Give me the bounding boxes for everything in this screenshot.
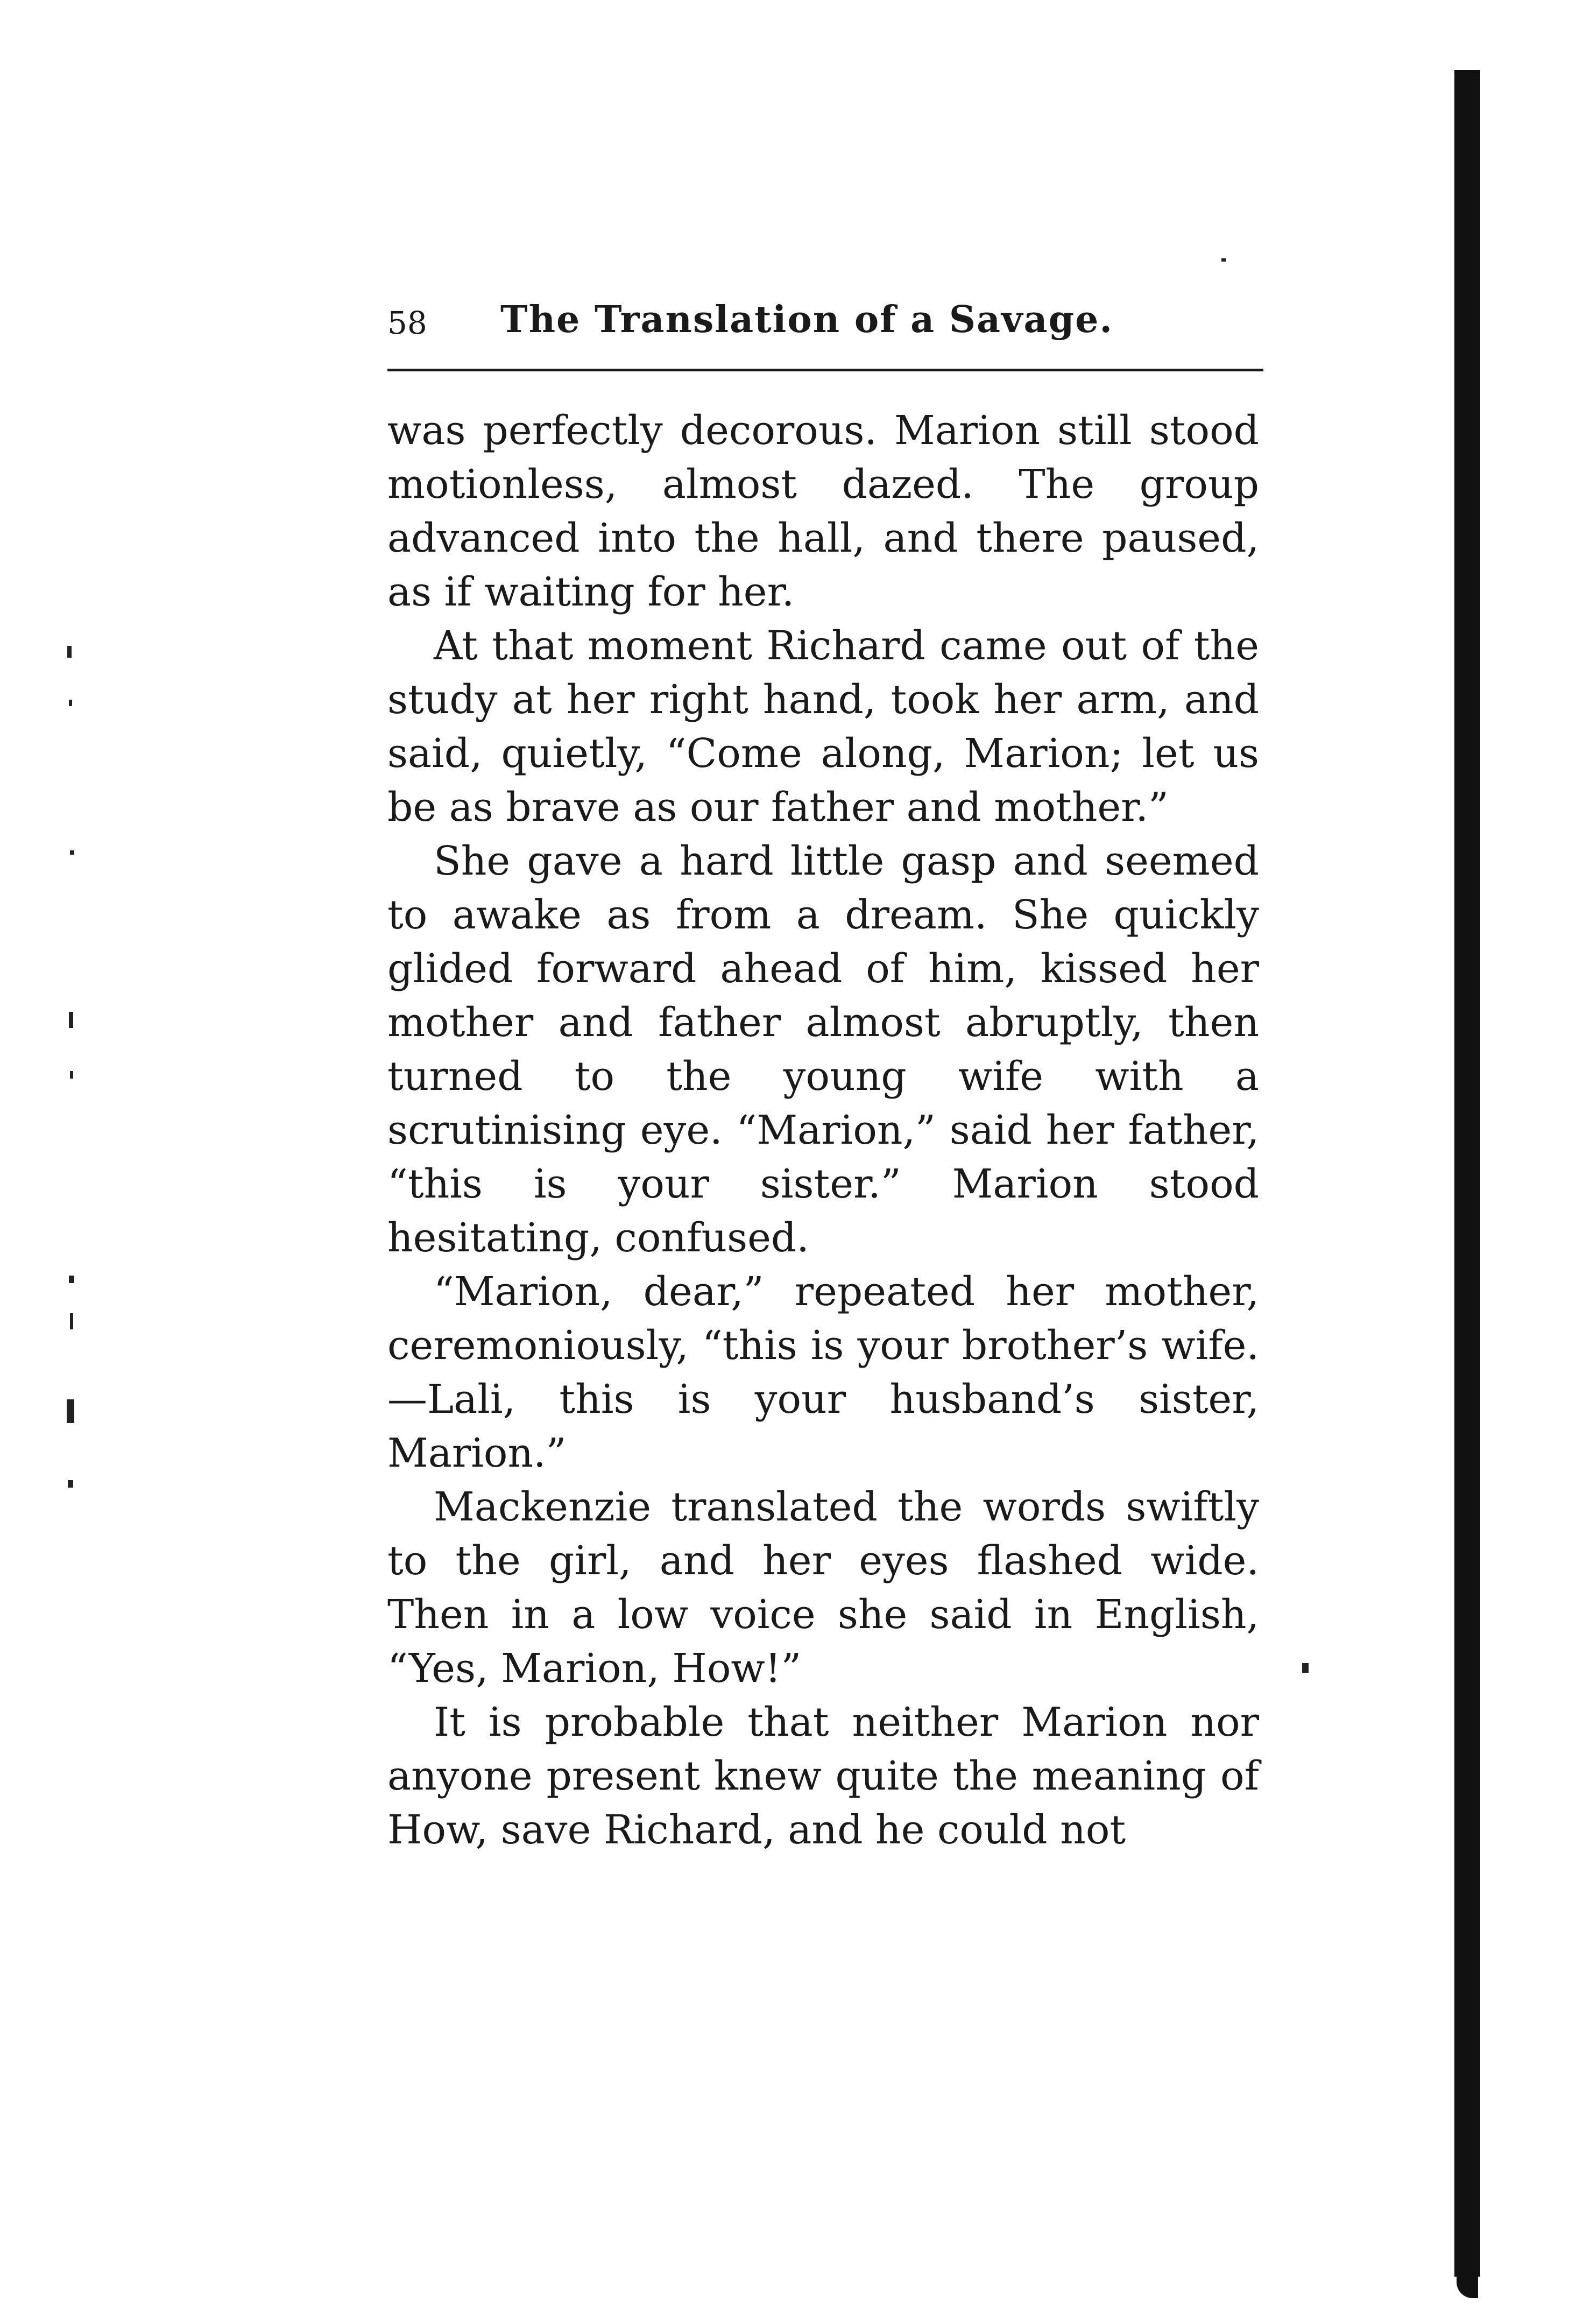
paragraph: “Marion, dear,” repeated her mother, ceremoniously, “this is your brother’s wife.—Lali, this is your husband’s sister, Marion.” [387, 1269, 1259, 1476]
scan-speck [67, 1399, 74, 1423]
scan-speck [70, 1313, 73, 1329]
paragraph: Mackenzie translated the words swiftly to the girl, and her eyes flashed wide. Then in a low voice she said in English, “Yes, Marion, How!” [387, 1484, 1259, 1692]
scan-speck [1221, 258, 1226, 262]
scan-speck [69, 700, 72, 706]
header-rule [387, 369, 1263, 371]
scan-speck [70, 1071, 73, 1079]
paragraph: It is probable that neither Marion nor anyone present knew quite the meaning of How, save Richard, and he could not [387, 1699, 1259, 1853]
page-number: 58 [387, 305, 427, 341]
book-title: The Translation of a Savage. [500, 298, 1114, 341]
scan-speck [70, 850, 74, 855]
scan-speck [69, 1276, 74, 1283]
binding-edge [1454, 70, 1480, 2277]
paragraph: was perfectly decorous. Marion still stood motionless, almost dazed. The group advanced into the hall, and there paused, as if waiting for her. [387, 407, 1259, 615]
scan-speck [67, 646, 72, 658]
body-text [387, 404, 1259, 1857]
scan-speck [69, 1012, 73, 1028]
scan-speck [68, 1480, 73, 1488]
paragraph: She gave a hard little gasp and seemed to awake as from a dream. She quickly glided forward ahead of him, kissed her mother and father almost abruptly, then turned to the young wife with a scrutinising eye. “Marion,” said her father, “this is your sister.” Marion stood hesitating, confused. [387, 838, 1259, 1261]
paragraph: At that moment Richard came out of the study at her right hand, took her arm, and said, quietly, “Come along, Marion; let us be as brave as our father and mother.” [387, 623, 1259, 830]
scan-speck [1302, 1663, 1309, 1673]
running-head [387, 295, 1263, 349]
